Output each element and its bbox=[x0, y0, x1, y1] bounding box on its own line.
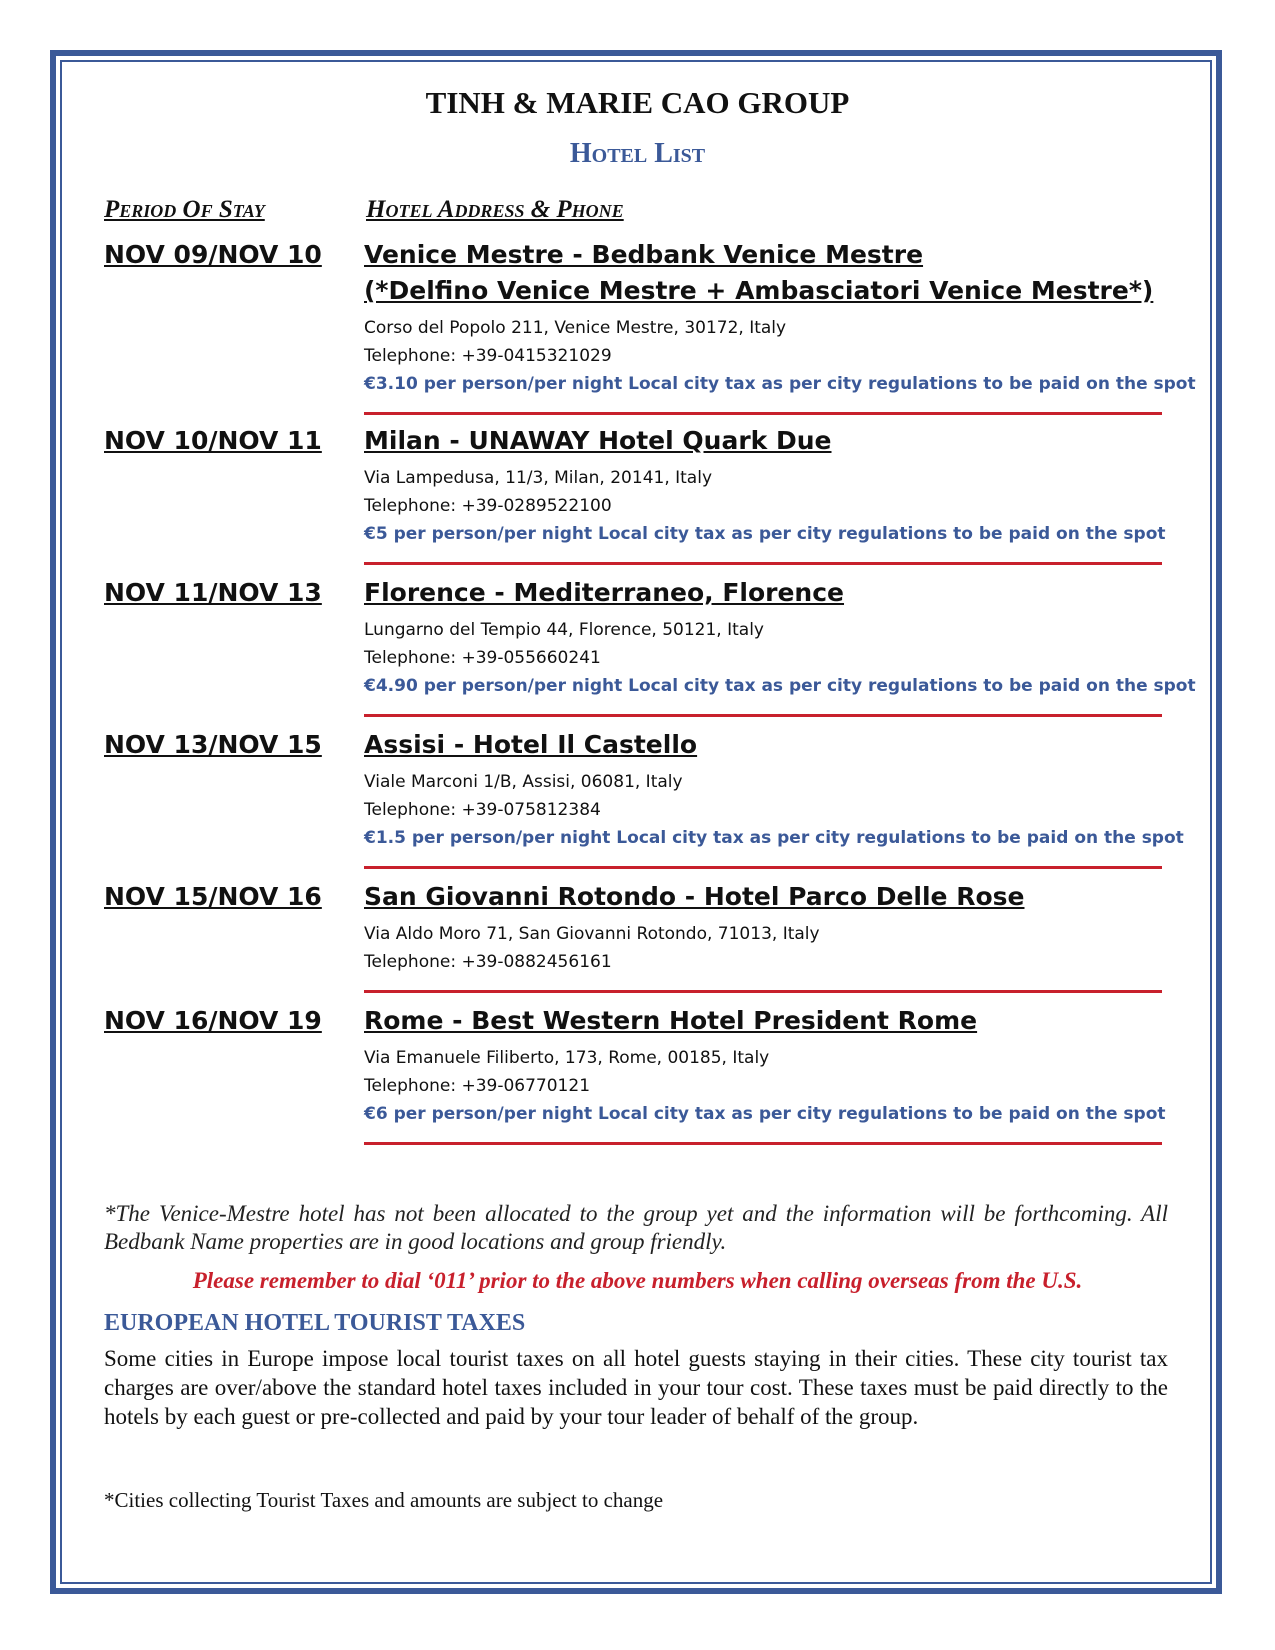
hotel-name: Venice Mestre - Bedbank Venice Mestre bbox=[364, 240, 924, 269]
entry-divider bbox=[364, 866, 1162, 869]
hotel-name: Florence - Mediterraneo, Florence bbox=[364, 578, 845, 607]
city-tax-note: €6 per person/per night Local city tax as per city regulations to be paid on the spot bbox=[364, 1104, 1166, 1124]
entry-divider bbox=[364, 1142, 1162, 1145]
hotel-address: Via Emanuele Filiberto, 173, Rome, 00185, Italy bbox=[364, 1048, 770, 1068]
city-tax-note: €1.5 per person/per night Local city tax as per city regulations to be paid on the spot bbox=[364, 828, 1184, 848]
hotel-address: Corso del Popolo 211, Venice Mestre, 30172, Italy bbox=[364, 318, 787, 338]
hotel-address: Via Aldo Moro 71, San Giovanni Rotondo, 71013, Italy bbox=[364, 924, 820, 944]
document-title: TINH & MARIE CAO GROUP bbox=[425, 85, 850, 120]
hotel-phone: Telephone: +39-0882456161 bbox=[364, 952, 612, 972]
tourist-taxes-footnote: *Cities collecting Tourist Taxes and amounts are subject to change bbox=[104, 1488, 664, 1512]
hotel-name: San Giovanni Rotondo - Hotel Parco Delle Rose bbox=[364, 882, 1025, 911]
hotel-phone: Telephone: +39-06770121 bbox=[364, 1076, 591, 1096]
city-tax-note: €3.10 per person/per night Local city tax as per city regulations to be paid on the spot bbox=[364, 374, 1196, 394]
hotel-address: Lungarno del Tempio 44, Florence, 50121, Italy bbox=[364, 620, 764, 640]
hotel-address: Viale Marconi 1/B, Assisi, 06081, Italy bbox=[364, 772, 683, 792]
tourist-taxes-heading: EUROPEAN HOTEL TOURIST TAXES bbox=[104, 1310, 526, 1336]
hotel-phone: Telephone: +39-075812384 bbox=[364, 800, 601, 820]
entry-divider bbox=[364, 714, 1162, 717]
document-subtitle: Hotel List bbox=[569, 138, 706, 169]
hotel-phone: Telephone: +39-055660241 bbox=[364, 648, 601, 668]
entry-divider bbox=[364, 562, 1162, 565]
stay-period: NOV 15/NOV 16 bbox=[104, 882, 322, 911]
column-header-period: Period Of Stay bbox=[104, 196, 265, 223]
entry-divider bbox=[364, 412, 1162, 415]
dialing-reminder: Please remember to dial ‘011’ prior to the above numbers when calling overseas from the U.S. bbox=[192, 1268, 1083, 1293]
hotel-phone: Telephone: +39-0415321029 bbox=[364, 346, 612, 366]
hotel-address: Via Lampedusa, 11/3, Milan, 20141, Italy bbox=[364, 468, 713, 488]
hotel-phone: Telephone: +39-0289522100 bbox=[364, 496, 612, 516]
hotel-name: Milan - UNAWAY Hotel Quark Due bbox=[364, 426, 832, 455]
column-header-hotel: Hotel Address & Phone bbox=[366, 196, 624, 223]
city-tax-note: €5 per person/per night Local city tax as per city regulations to be paid on the spot bbox=[364, 524, 1166, 544]
stay-period: NOV 11/NOV 13 bbox=[104, 578, 322, 607]
stay-period: NOV 09/NOV 10 bbox=[104, 240, 322, 269]
venice-allocation-note: *The Venice-Mestre hotel has not been allocated to the group yet and the information will be forthcoming. All Bedbank Name properties are in good locations and group friendly. bbox=[104, 1201, 1168, 1254]
hotel-name-secondary: (*Delfino Venice Mestre + Ambasciatori Venice Mestre*) bbox=[364, 276, 1154, 305]
city-tax-note: €4.90 per person/per night Local city tax as per city regulations to be paid on the spot bbox=[364, 676, 1196, 696]
stay-period: NOV 10/NOV 11 bbox=[104, 426, 322, 455]
stay-period: NOV 13/NOV 15 bbox=[104, 730, 322, 759]
entry-divider bbox=[364, 990, 1162, 993]
tourist-taxes-body: Some cities in Europe impose local tourist taxes on all hotel guests staying in their cities. These city tourist tax charges are over/above the standard hotel taxes included in your tour cost. These taxes must be paid directly to the hotels by each guest or pre-collected and paid by your tour leader of behalf of the group. bbox=[104, 1346, 1168, 1429]
hotel-name: Assisi - Hotel Il Castello bbox=[364, 730, 698, 759]
stay-period: NOV 16/NOV 19 bbox=[104, 1006, 322, 1035]
hotel-name: Rome - Best Western Hotel President Rome bbox=[364, 1006, 978, 1035]
